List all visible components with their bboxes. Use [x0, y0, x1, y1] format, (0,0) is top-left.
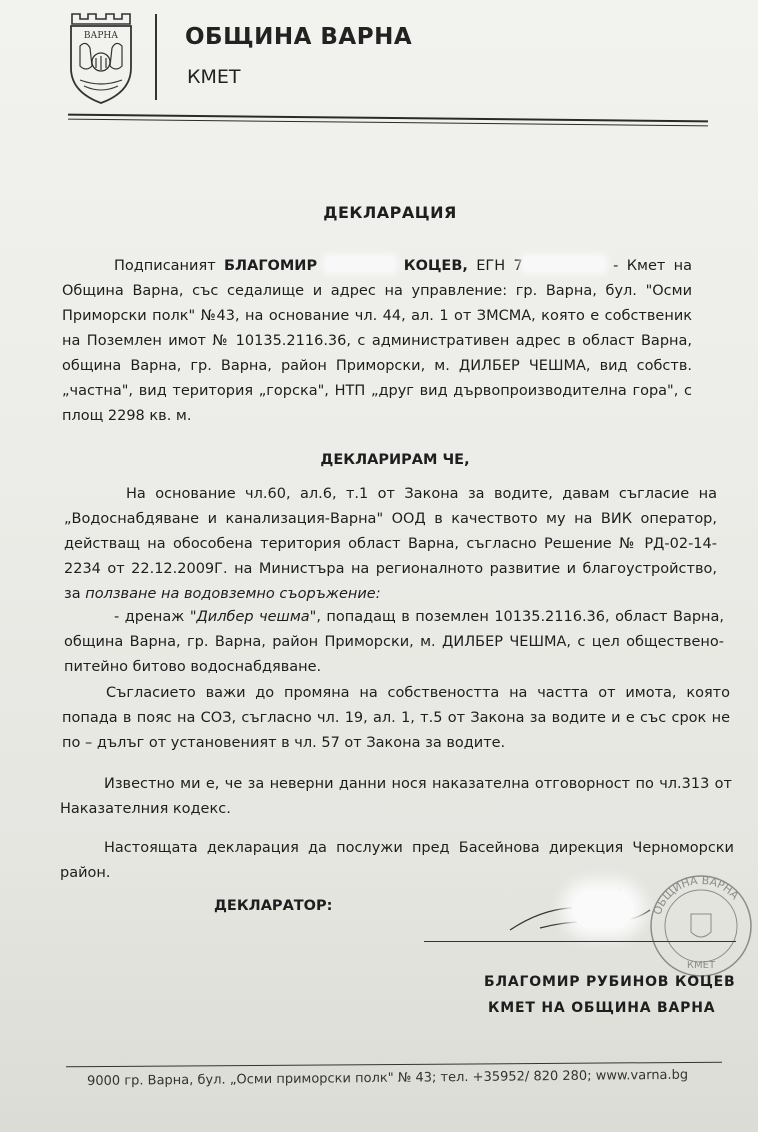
validity-text: Съгласието важи до промяна на собствеността на частта от имота, която попада в пояс на СОЗ, съгласно чл. 19, ал. 1, т.5 от Закона за водите и е със срок не по – дълъг от установеният в чл. 57 от Закона за водите.	[62, 685, 730, 751]
purpose-text: Настоящата декларация да послужи пред Басейнова дирекция Черноморски район.	[60, 840, 734, 881]
consent-paragraph	[64, 482, 717, 607]
drainage-label: - дренаж	[114, 609, 185, 625]
declarator-label: ДЕКЛАРАТОР:	[214, 898, 333, 914]
svg-text:ОБЩИНА ВАРНА: ОБЩИНА ВАРНА	[650, 873, 742, 917]
intro-body: - Кмет на Община Варна, със седалище и адрес на управление: гр. Варна, бул. "Осми Приморски полк" №43, на основание чл. 44, ал. 1 от ЗМСМА, която е собственик на Поземлен имот № 10135.2116.36, с административен адрес в област Варна, община Варна, гр. Варна, район Приморски, м. ДИЛБЕР ЧЕШМА, вид собств. „частна", вид територия „горска", НТП „друг вид дървопроизводителна гора", с площ 2298 кв. м.	[62, 258, 693, 424]
footer-divider	[66, 1062, 722, 1068]
svg-text:ВАРНА: ВАРНА	[83, 31, 119, 41]
drainage-item	[64, 605, 724, 680]
liability-paragraph	[60, 772, 732, 822]
consent-italic-text: ползване на водовземно съоръжение:	[85, 586, 381, 602]
redacted-egn	[523, 256, 605, 272]
organization-subtitle: КМЕТ	[187, 66, 241, 88]
declarant-surname: КОЦЕВ,	[403, 258, 468, 274]
header-vertical-divider	[155, 14, 157, 100]
varna-coat-of-arms-logo	[66, 10, 136, 106]
drainage-name: "Дилбер чешма"	[189, 609, 317, 625]
footer-contact: 9000 гр. Варна, бул. „Осми приморски полк" № 43; тел. +35952/ 820 280; www.varna.bg	[87, 1067, 689, 1089]
liability-text: Известно ми е, че за неверни данни нося наказателна отговорност по чл.313 от Наказателния кодекс.	[60, 776, 732, 817]
signer-position: КМЕТ НА ОБЩИНА ВАРНА	[488, 1000, 716, 1016]
egn-visible-digit: 7	[513, 258, 523, 274]
redacted-middle-name	[325, 256, 395, 272]
drainage-text: , попадащ в поземлен 10135.2116.36, област Варна, община Варна, гр. Варна, район Приморски, м. ДИЛБЕР ЧЕШМА, с цел обществено-питейно битово водоснабдяване.	[64, 609, 725, 675]
declaration-heading: ДЕКЛАРИРАМ ЧЕ,	[320, 452, 470, 468]
intro-paragraph	[62, 254, 692, 429]
validity-paragraph	[62, 681, 730, 756]
redacted-signature	[572, 890, 634, 928]
egn-label: ЕГН	[476, 258, 506, 274]
official-stamp	[645, 870, 757, 982]
consent-text: На основание чл.60, ал.6, т.1 от Закона за водите, давам съгласие на „Водоснабдяване и канализация-Варна" ООД в качеството му на ВИК оператор, действащ на обособена територия област Варна, съгласно Решение № РД-02-14-2234 от 22.12.2009Г. на Министъра на регионалното развитие и благоустройство, за	[64, 486, 717, 602]
svg-text:КМЕТ: КМЕТ	[686, 960, 716, 971]
intro-prefix: Подписаният	[114, 258, 216, 274]
signer-name: БЛАГОМИР РУБИНОВ КОЦЕВ	[484, 974, 736, 990]
document-title: ДЕКЛАРАЦИЯ	[323, 203, 457, 222]
purpose-paragraph	[60, 836, 734, 886]
declarant-first-name: БЛАГОМИР	[224, 258, 318, 274]
organization-name: ОБЩИНА ВАРНА	[185, 24, 413, 50]
